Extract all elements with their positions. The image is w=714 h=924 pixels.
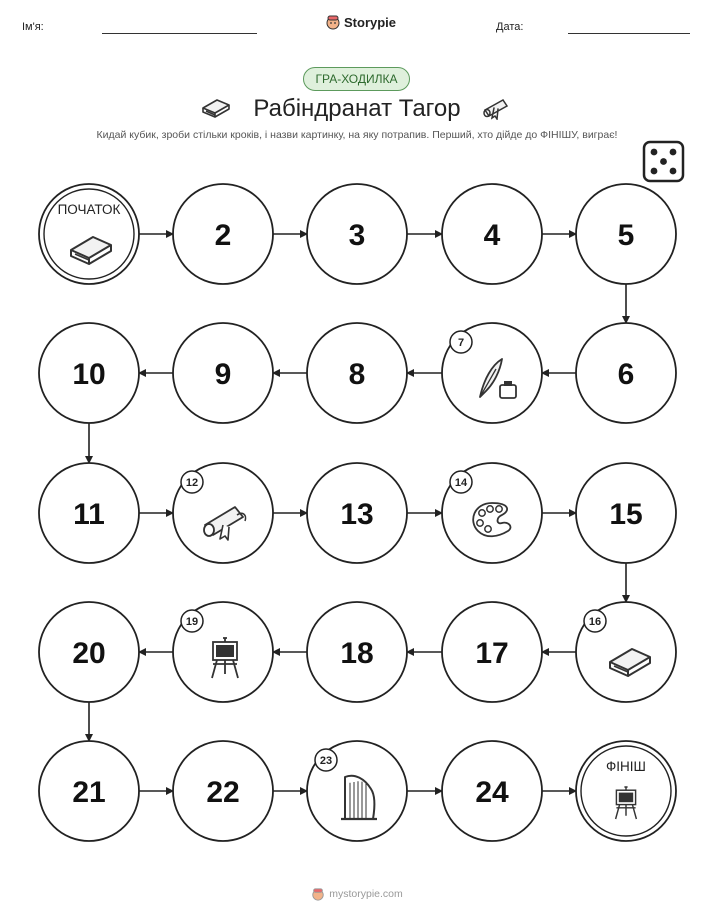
cell-label: ФІНІШ [606,759,646,774]
board-cell-6[interactable] [576,323,676,423]
board-cell-4[interactable] [442,184,542,284]
cell-number: 12 [185,477,199,489]
board-cell-7[interactable] [442,323,542,423]
board-cell-21[interactable] [39,741,139,841]
board-cell-13[interactable] [307,463,407,563]
cell-number: 20 [72,637,106,670]
board-cell-16[interactable] [576,602,676,702]
board-cell-finish[interactable] [576,741,676,841]
board-cell-2[interactable] [173,184,273,284]
cell-number: 4 [483,219,501,252]
board-cell-12[interactable] [173,463,273,563]
board-cell-start[interactable] [39,184,139,284]
cell-number: 2 [214,219,232,252]
board-cell-22[interactable] [173,741,273,841]
instructions-text: Кидай кубик, зроби стільки кроків, і назви картинку, на яку потрапив. Перший, хто дійде до ФІНІШУ, виграє! [96,129,618,141]
board-cell-18[interactable] [307,602,407,702]
board-cell-14[interactable] [442,463,542,563]
footer [0,887,714,901]
board-cell-19[interactable] [173,602,273,702]
cell-number: 23 [319,755,333,767]
board-cell-3[interactable] [307,184,407,284]
brand-name: Storypie [344,14,397,30]
board-cell-8[interactable] [307,323,407,423]
cell-number: 7 [457,337,465,349]
cell-number: 24 [475,776,509,809]
cell-number: 21 [72,776,106,809]
cell-number: 14 [454,477,468,489]
cell-number: 6 [617,358,635,391]
board-cell-23[interactable] [307,741,407,841]
board-cell-11[interactable] [39,463,139,563]
cell-number: 9 [214,358,232,391]
cell-number: 16 [588,616,602,628]
pie-mascot-icon [311,887,325,901]
cell-number: 18 [340,637,374,670]
board-cell-5[interactable] [576,184,676,284]
footer-site: mystorypie.com [329,888,403,900]
date-label: Дата: [496,21,524,33]
cell-number: 19 [185,616,199,628]
cell-number: 3 [348,219,366,252]
cell-number: 5 [617,219,635,252]
board-cell-20[interactable] [39,602,139,702]
cell-number: 17 [475,637,509,670]
cell-label: ПОЧАТОК [57,202,121,217]
board-cell-15[interactable] [576,463,676,563]
cell-number: 13 [340,498,374,531]
board-cell-24[interactable] [442,741,542,841]
board-cell-9[interactable] [173,323,273,423]
cell-number: 22 [206,776,240,809]
name-label: Ім'я: [22,21,44,33]
board-cell-10[interactable] [39,323,139,423]
cell-number: 15 [609,498,643,531]
page-title: Рабіндранат Тагор [253,95,461,122]
game-type-badge: ГРА-ХОДИЛКА [303,67,410,91]
cell-number: 11 [73,498,105,531]
board-cell-17[interactable] [442,602,542,702]
cell-number: 8 [348,358,366,391]
cell-number: 10 [72,358,106,391]
